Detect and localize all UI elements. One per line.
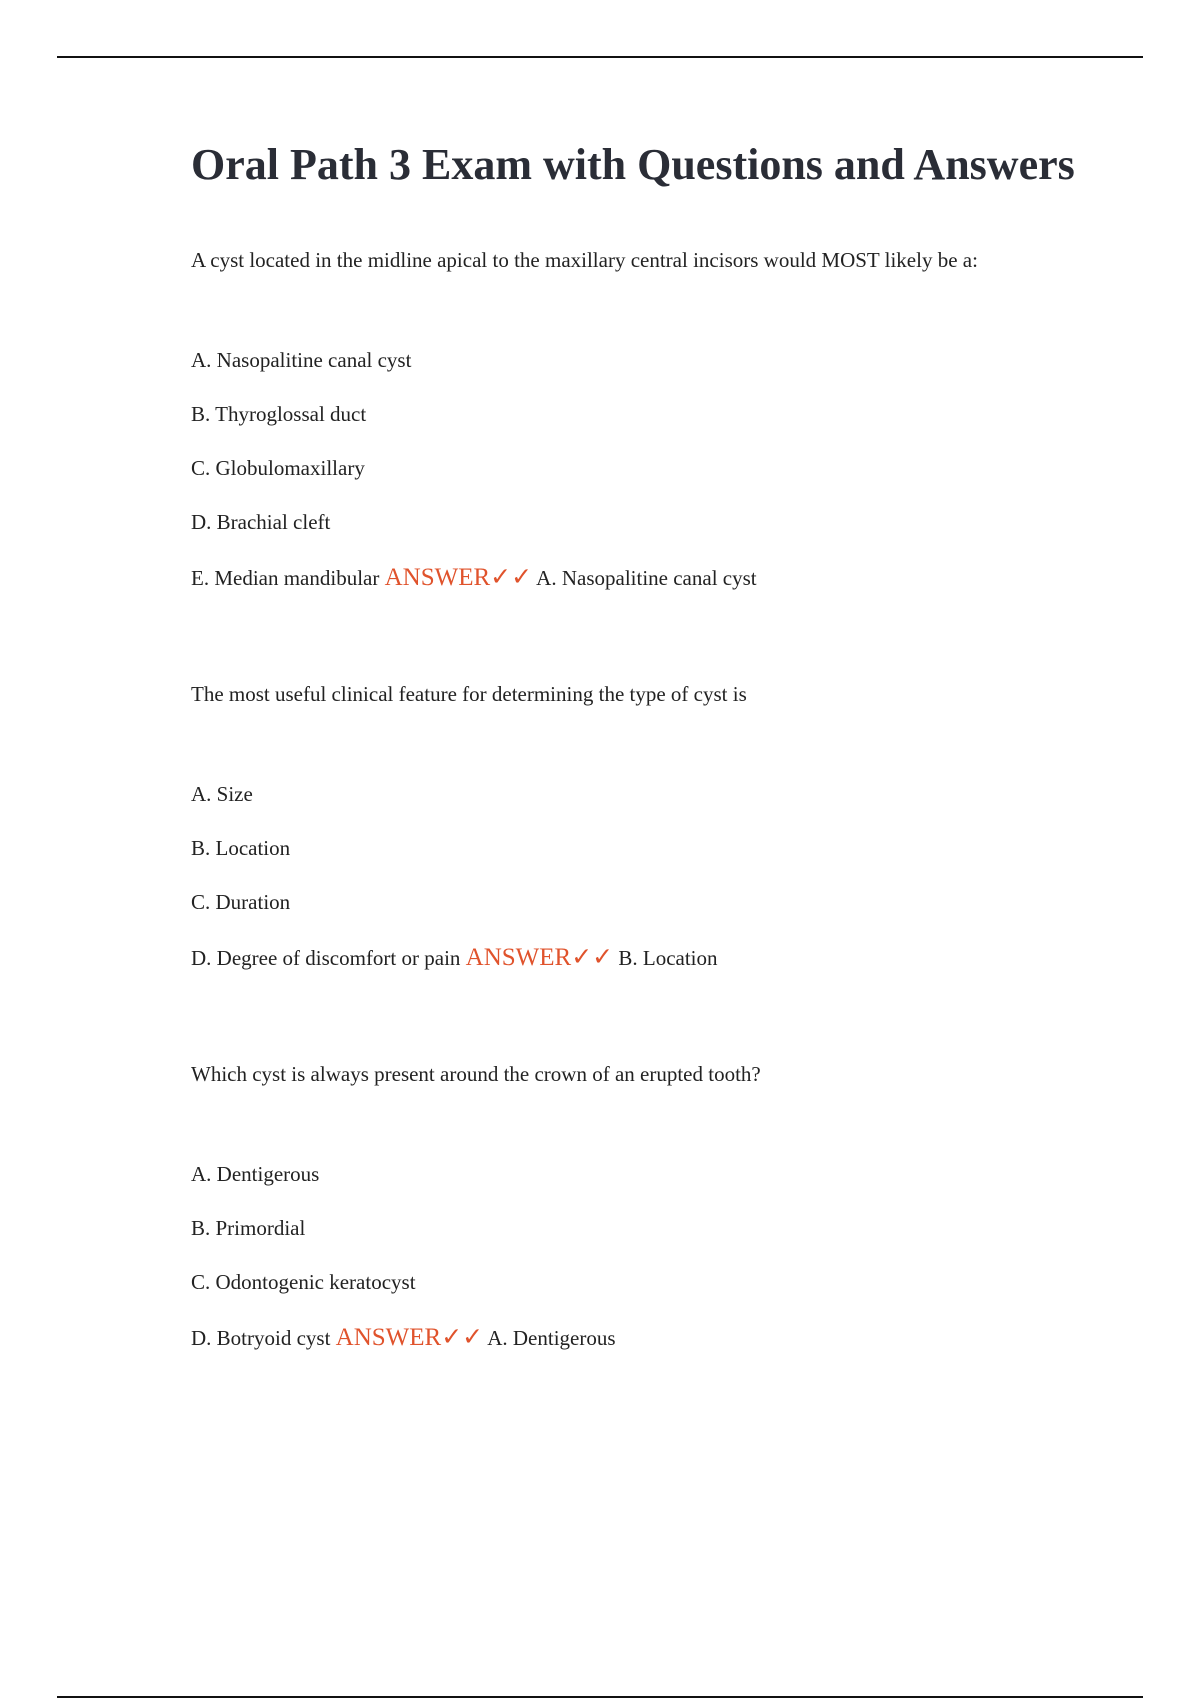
question-block-1 — [191, 246, 1091, 594]
option-item: B. Primordial — [191, 1216, 306, 1240]
page-title: Oral Path 3 Exam with Questions and Answers — [191, 140, 1075, 189]
question-text: The most useful clinical feature for determining the type of cyst is — [191, 682, 747, 706]
answer-marker: ANSWER✓✓ — [384, 564, 533, 591]
option-item: D. Botryoid cyst — [191, 1326, 331, 1350]
option-item-with-answer — [191, 562, 1091, 594]
option-list — [191, 346, 1091, 594]
option-list — [191, 1160, 1091, 1354]
question-block-2 — [191, 680, 1091, 974]
answer-text: B. Location — [618, 946, 718, 970]
option-list — [191, 780, 1091, 974]
answer-text: A. Dentigerous — [487, 1326, 616, 1350]
footer-rule — [57, 1696, 1143, 1698]
option-item: C. Globulomaxillary — [191, 456, 365, 480]
option-item: A. Dentigerous — [191, 1162, 320, 1186]
header-rule — [57, 56, 1143, 58]
option-item: D. Brachial cleft — [191, 510, 331, 534]
option-item: A. Nasopalitine canal cyst — [191, 348, 412, 372]
option-item: B. Location — [191, 836, 291, 860]
answer-marker: ANSWER✓✓ — [335, 1324, 484, 1351]
document-body — [191, 138, 1091, 1440]
option-item: B. Thyroglossal duct — [191, 402, 367, 426]
option-item: C. Odontogenic keratocyst — [191, 1270, 416, 1294]
option-item: C. Duration — [191, 890, 291, 914]
answer-text: A. Nasopalitine canal cyst — [536, 566, 757, 590]
question-text: Which cyst is always present around the crown of an erupted tooth? — [191, 1062, 761, 1086]
answer-marker: ANSWER✓✓ — [465, 944, 614, 971]
option-item-with-answer — [191, 1322, 1091, 1354]
option-item: A. Size — [191, 782, 253, 806]
option-item-with-answer — [191, 942, 1091, 974]
option-item: E. Median mandibular — [191, 566, 380, 590]
question-text: A cyst located in the midline apical to the maxillary central incisors would MOST likely be a: — [191, 248, 978, 272]
option-item: D. Degree of discomfort or pain — [191, 946, 461, 970]
question-block-3 — [191, 1060, 1091, 1354]
